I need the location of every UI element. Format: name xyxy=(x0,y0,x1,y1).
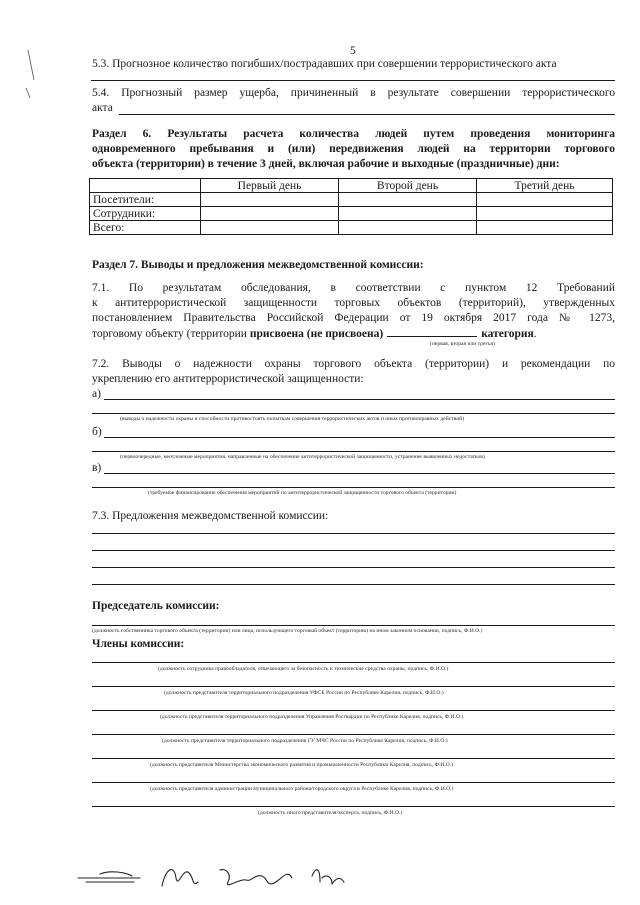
answer-line-73-2 xyxy=(92,550,615,551)
answer-line-b1 xyxy=(104,437,615,438)
section7-title: Раздел 7. Выводы и предложения межведомственной комиссии: xyxy=(92,259,424,271)
p72-line2: укреплению его антитеррористической защищенности: xyxy=(92,373,364,385)
chairman-hint: (должность собственника торгового объекта (территории) или лица, использующего торговый объект (территорию) на ином законном основании, подпись, Ф.И.О.) xyxy=(92,628,483,634)
answer-line-73-1 xyxy=(92,533,615,534)
handwritten-signatures xyxy=(70,848,360,903)
table-header-cell: Третий день xyxy=(477,179,613,193)
answer-line-a2 xyxy=(92,413,615,414)
p71-line1: 7.1. По результатам обследования, в соответствии с пунктом 12 Требований xyxy=(92,282,615,294)
answer-line-5-3 xyxy=(91,80,615,81)
table-row xyxy=(90,193,613,207)
p71-assignment: присвоена (не присвоена) xyxy=(249,328,384,340)
item-b-label: б) xyxy=(92,426,102,438)
p71-period: . xyxy=(533,328,537,340)
section6-title-line3: объекта (территории) в течение 3 дней, включая рабочие и выходные (праздничные) дни: xyxy=(92,158,560,170)
member-line xyxy=(92,734,615,735)
member-hint: (должность представителя Министерства экономического развития и промышленности Республики Карелия, подпись, Ф.И.О.) xyxy=(150,762,454,768)
item-5-4-line2: акта xyxy=(92,102,113,114)
hint-b: (первоочередные, неотложные мероприятия, направленные на обеспечение антитеррористической защищенности, устранение выявленных недостатков) xyxy=(120,454,485,460)
margin-mark xyxy=(20,40,60,100)
members-title: Члены комиссии: xyxy=(92,638,185,650)
p71-category: категория xyxy=(481,328,534,340)
item-5-3: 5.3. Прогнозное количество погибших/пострадавших при совершении террористического акта xyxy=(92,58,557,70)
table-row xyxy=(90,207,613,221)
chairman-line xyxy=(92,625,615,626)
p71-line4-text: торговому объекту (территории xyxy=(92,328,250,340)
answer-line-73-4 xyxy=(92,584,615,585)
item-a-label: а) xyxy=(92,388,101,400)
member-line xyxy=(92,758,615,759)
table-header-cell: Второй день xyxy=(339,179,477,193)
member-line xyxy=(92,686,615,687)
answer-line-5-4 xyxy=(119,114,615,115)
member-line xyxy=(92,806,615,807)
answer-line-b2 xyxy=(92,451,615,452)
table-row-label: Сотрудники: xyxy=(90,207,201,221)
page-number: 5 xyxy=(350,45,356,57)
member-line xyxy=(92,782,615,783)
item-5-4-line1: 5.4. Прогнозный размер ущерба, причиненный в результате совершении террористического xyxy=(92,87,615,99)
answer-line-c2 xyxy=(92,487,615,488)
member-hint: (должность представителя территориального подразделения ГУ МЧС России по Республике Карелия, подпись, Ф.И.О.) xyxy=(162,738,448,744)
hint-a: (выводы о надежности охраны и способности противостоять попыткам совершения террористических актов и иных противоправных действий) xyxy=(120,416,465,422)
section6-title-line2: одновременного пребывания и (или) передвижения людей на территории торгового xyxy=(92,143,615,155)
member-hint: (должность сотрудника правообладателя, отвечающего за безопасность и технические средства охраны, подпись, Ф.И.О.) xyxy=(158,666,449,672)
member-hint: (должность представителя территориального подразделения УФСБ России по Республике Карелия, подпись, Ф.И.О.) xyxy=(164,690,444,696)
table-header-row xyxy=(90,179,613,193)
category-blank xyxy=(387,326,477,337)
section6-title-line1: Раздел 6. Результаты расчета количества людей путем проведения мониторинга xyxy=(92,128,615,140)
p71-line3: постановлением Правительства Российской Федерации от 19 октября 2017 года № 1273, xyxy=(92,312,615,324)
p73-title: 7.3. Предложения межведомственной комиссии: xyxy=(92,510,329,522)
chairman-title: Председатель комиссии: xyxy=(92,600,220,612)
member-line xyxy=(92,710,615,711)
answer-line-c1 xyxy=(104,473,615,474)
answer-line-73-3 xyxy=(92,567,615,568)
answer-line-a1 xyxy=(104,399,615,400)
member-hint: (должность представителя территориального подразделения Управления Росгвардии по Республике Карелия, подпись, Ф.И.О.) xyxy=(160,714,464,720)
table-row xyxy=(90,221,613,235)
table-row-label: Посетители: xyxy=(90,193,201,207)
monitoring-table xyxy=(89,178,613,235)
member-line xyxy=(92,662,615,663)
member-hint: (должность иного представителя/эксперта, подпись, Ф.И.О.) xyxy=(258,810,403,816)
item-c-label: в) xyxy=(92,462,102,474)
table-header-cell xyxy=(90,179,201,193)
p71-hint: (первая, вторая или третья) xyxy=(430,341,495,347)
hint-c: (требуемое финансирование обеспечения мероприятий по антитеррористической защищенности торгового объекта (территории) xyxy=(148,490,457,496)
p72-line1: 7.2. Выводы о надежности охраны торгового объекта (территории) и рекомендации по xyxy=(92,358,615,370)
p71-line4 xyxy=(92,326,537,341)
table-header-cell: Первый день xyxy=(201,179,339,193)
table-row-label: Всего: xyxy=(90,221,201,235)
member-hint: (должность представителя администрации муниципального района/городского округа в Республике Карелия, подпись, Ф.И.О.) xyxy=(150,786,454,792)
p71-line2: к антитеррористической защищенности торговых объектов (территорий), утвержденных xyxy=(92,297,615,309)
